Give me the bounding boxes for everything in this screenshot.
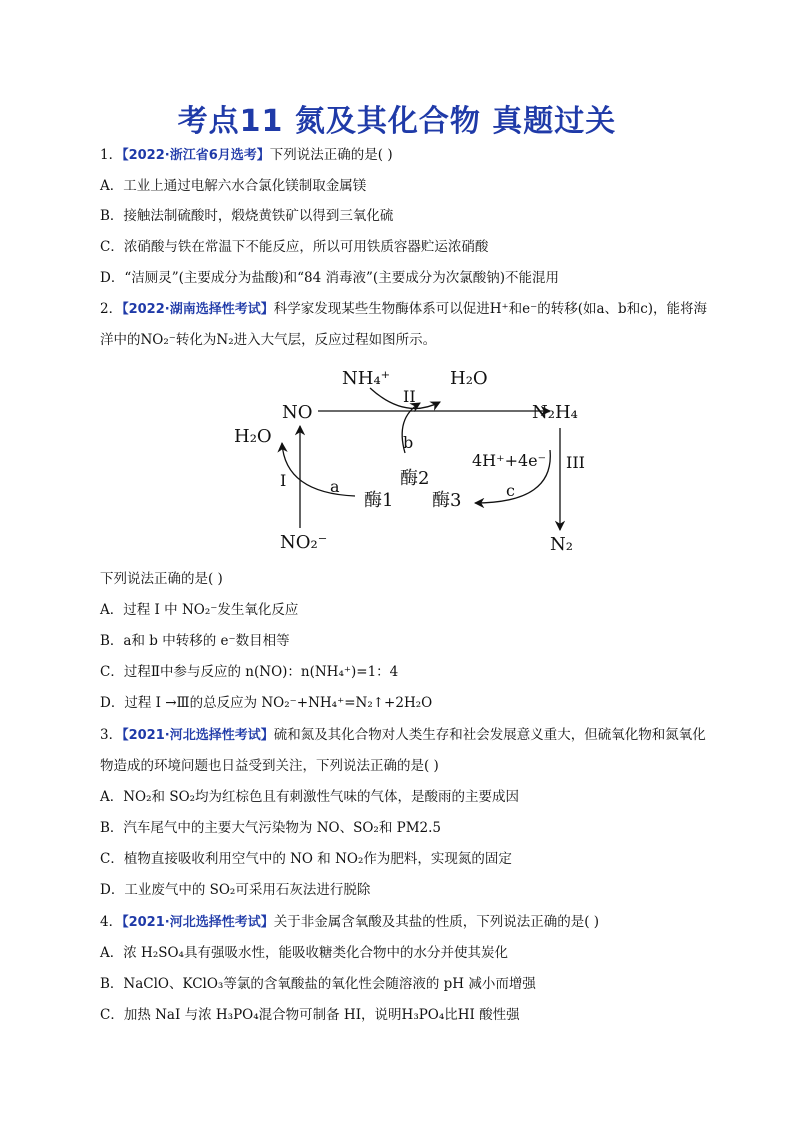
q2-stem-line2: 洋中的NO₂⁻转化为N₂进入大气层，反应过程如图所示。 [100,332,437,348]
label-c: c [506,481,515,500]
label-no2: NO₂⁻ [280,532,328,553]
q4-source-tag: 【2021·河北选择性考试】 [122,915,274,930]
label-n2: N₂ [550,534,573,555]
q2-stem-text: 科学家发现某些生物酶体系可以促进H⁺和e⁻的转移(如a、b和c)，能将海 [273,301,708,317]
label-h2o-left: H₂O [234,426,272,447]
reaction-diagram [220,358,600,558]
q2-number: 2． [100,301,123,317]
q3-option-c: C．植物直接吸收利用空气中的 NO 和 NO₂作为肥料，实现氮的固定 [100,851,512,867]
q1-option-b: B．接触法制硫酸时，煅烧黄铁矿以得到三氧化硫 [100,208,394,224]
q1-source-tag: 【2022·浙江省6月选考】 [122,148,270,163]
label-iii: III [566,453,585,472]
label-no: NO [282,402,313,423]
q1-option-c: C．浓硝酸与铁在常温下不能反应，所以可用铁质容器贮运浓硝酸 [100,239,489,255]
label-ii: II [403,387,416,406]
q1-stem-text: 下列说法正确的是( ) [269,147,393,163]
label-i: I [280,471,287,490]
q3-option-a: A．NO₂和 SO₂均为红棕色且有刺激性气味的气体，是酸雨的主要成因 [100,789,520,805]
q4-stem-text: 关于非金属含氧酸及其盐的性质，下列说法正确的是( ) [273,914,600,930]
label-h2o-top: H₂O [450,368,488,389]
q4-option-c: C．加热 NaI 与浓 H₃PO₄混合物可制备 HI，说明H₃PO₄比HI 酸性强 [100,1007,520,1023]
q2-option-b: B．a和 b 中转移的 e⁻数目相等 [100,633,290,649]
q4-option-a: A．浓 H₂SO₄具有强吸水性，能吸收糖类化合物中的水分并使其炭化 [100,945,508,961]
q2-stem [100,300,740,319]
arrow-a-curve [282,443,355,496]
q1-stem [100,146,740,165]
q2-option-a: A．过程 Ⅰ 中 NO₂⁻发生氧化反应 [100,602,299,618]
q3-option-b: B．汽车尾气中的主要大气污染物为 NO、SO₂和 PM2.5 [100,820,441,836]
q3-stem [100,726,740,745]
q1-number: 1． [100,147,123,163]
q1-option-a: A．工业上通过电解六水合氯化镁制取金属镁 [100,178,367,194]
label-nh4: NH₄⁺ [342,368,391,389]
label-protons: 4H⁺+4e⁻ [472,451,547,470]
q3-option-d: D．工业废气中的 SO₂可采用石灰法进行脱除 [100,882,371,898]
label-enzyme2: 酶2 [400,468,430,489]
q4-number: 4． [100,914,123,930]
q2-source-tag: 【2022·湖南选择性考试】 [122,302,274,317]
label-enzyme1: 酶1 [364,490,394,511]
q3-source-tag: 【2021·河北选择性考试】 [122,728,274,743]
label-n2h4: N₂H₄ [532,402,578,423]
label-b: b [403,433,414,452]
q3-stem-line2: 物造成的环境问题也日益受到关注，下列说法正确的是( ) [100,758,439,774]
q2-option-d: D．过程 Ⅰ →Ⅲ的总反应为 NO₂⁻+NH₄⁺=N₂↑+2H₂O [100,695,433,711]
page-title: 考点11 氮及其化合物 真题过关 [177,104,617,139]
q3-stem-text: 硫和氮及其化合物对人类生存和社会发展意义重大，但硫氧化物和氮氧化 [273,727,706,743]
label-enzyme3: 酶3 [432,490,462,511]
q4-option-b: B．NaClO、KClO₃等氯的含氧酸盐的氧化性会随溶液的 pH 减小而增强 [100,976,536,992]
q2-question: 下列说法正确的是( ) [100,571,223,587]
q2-option-c: C．过程Ⅱ中参与反应的 n(NO)：n(NH₄⁺)=1：4 [100,664,399,680]
q1-option-d: D．“洁厕灵”(主要成分为盐酸)和“84 消毒液”(主要成分为次氯酸钠)不能混用 [100,270,559,286]
q4-stem [100,913,740,932]
q3-number: 3． [100,727,123,743]
label-a: a [330,477,340,496]
